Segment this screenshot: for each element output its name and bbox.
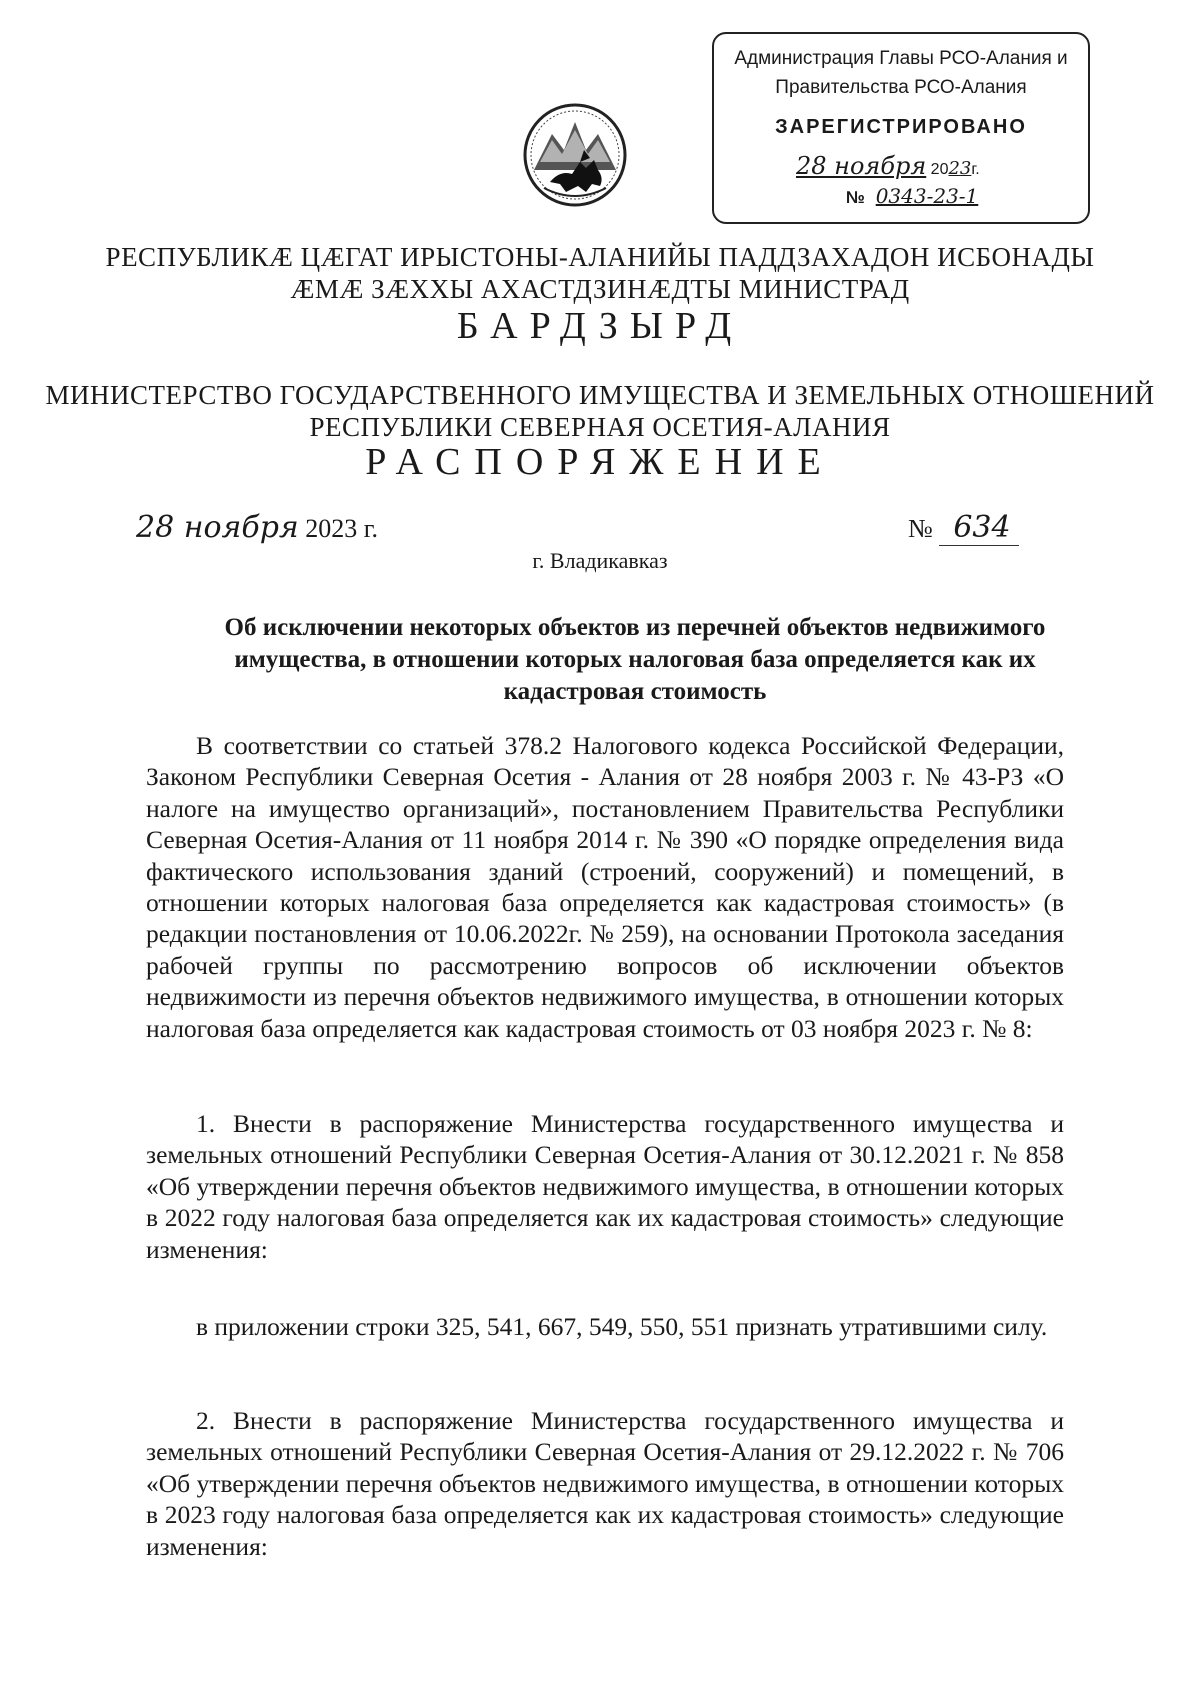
date-year: 2023 г. xyxy=(305,514,379,543)
document-date xyxy=(136,510,378,545)
registration-stamp xyxy=(712,32,1090,224)
ministry-line1: МИНИСТЕРСТВО ГОСУДАРСТВЕННОГО ИМУЩЕСТВА И ЗЕМЕЛЬНЫХ ОТНОШЕНИЙ xyxy=(45,380,1155,410)
item-1-paragraph: 1. Внести в распоряжение Министерства государственного имущества и земельных отношений Республики Северная Осетия-Алания от 30.12.2021 г. № 858 «Об утверждении перечня объектов недвижимого имущества, в отношении которых в 2022 году налоговая база определяется как их кадастровая стоимость» следующие изменения: xyxy=(146,1109,1064,1264)
stamp-number-line xyxy=(846,184,978,208)
preamble-paragraph: В соответствии со статьей 378.2 Налогового кодекса Российской Федерации, Законом Республики Северная Осетия - Алания от 28 ноября 2003 г. № 43-РЗ «О налоге на имущество организаций», постановлением Правительства Республики Северная Осетия-Алания от 11 ноября 2014 г. № 390 «О порядке определения вида фактического использования зданий (строений, сооружений) и помещений, в отношении которых налоговая база определяется как кадастровая стоимость» (в редакции постановления от 10.06.2022г. № 259), на основании Протокола заседания рабочей группы по рассмотрению вопросов об исключении объектов недвижимости из перечня объектов недвижимого имущества, в отношении которых налоговая база определяется как кадастровая стоимость от 03 ноября 2023 г. № 8: xyxy=(146,731,1064,1043)
item-1-change-paragraph: в приложении строки 325, 541, 667, 549, 550, 551 признать утратившими силу. xyxy=(196,1312,1048,1341)
ossetian-doc-type: БАРДЗЫРД xyxy=(456,305,744,347)
number-handwritten: 634 xyxy=(939,510,1018,546)
stamp-year-suffix: г. xyxy=(971,161,980,178)
item-2-paragraph: 2. Внести в распоряжение Министерства государственного имущества и земельных отношений Республики Северная Осетия-Алания от 29.12.2022 г. № 706 «Об утверждении перечня объектов недвижимого имущества, в отношении которых в 2023 году налоговая база определяется как их кадастровая стоимость» следующие изменения: xyxy=(146,1406,1064,1561)
stamp-date: 28 ноября xyxy=(796,152,927,180)
ministry-line2: РЕСПУБЛИКИ СЕВЕРНАЯ ОСЕТИЯ-АЛАНИЯ xyxy=(309,412,891,442)
document-number xyxy=(908,510,1019,545)
stamp-number: 0343-23-1 xyxy=(875,184,979,208)
stamp-org-line1: Администрация Главы РСО-Алания и xyxy=(734,48,1068,69)
city: г. Владикавказ xyxy=(532,548,668,573)
stamp-number-label: № xyxy=(846,188,865,207)
ossetian-ministry-line2: ÆМÆ ЗÆХХЫ АХАСТДЗИНÆДТЫ МИНИСТРАД xyxy=(290,274,910,304)
stamp-org-line2: Правительства РСО-Алания xyxy=(775,77,1027,98)
doc-type: РАСПОРЯЖЕНИЕ xyxy=(365,441,835,483)
stamp-date-line xyxy=(796,152,980,180)
date-handwritten: 28 ноября xyxy=(136,510,299,545)
coat-of-arms-icon xyxy=(520,100,630,210)
stamp-registered: ЗАРЕГИСТРИРОВАНО xyxy=(775,116,1027,138)
document-title: Об исключении некоторых объектов из перечней объектов недвижимого имущества, в отношении которых налоговая база определяется как их кадастровая стоимость xyxy=(224,614,1046,705)
ossetian-ministry-line1: РЕСПУБЛИКÆ ЦÆГАТ ИРЫСТОНЫ-АЛАНИЙЫ ПАДДЗАХАДОН ИСБОНАДЫ xyxy=(105,242,1095,272)
stamp-year: 23 xyxy=(948,158,972,179)
stamp-year-prefix: 20 xyxy=(930,161,949,178)
number-label: № xyxy=(908,514,933,543)
